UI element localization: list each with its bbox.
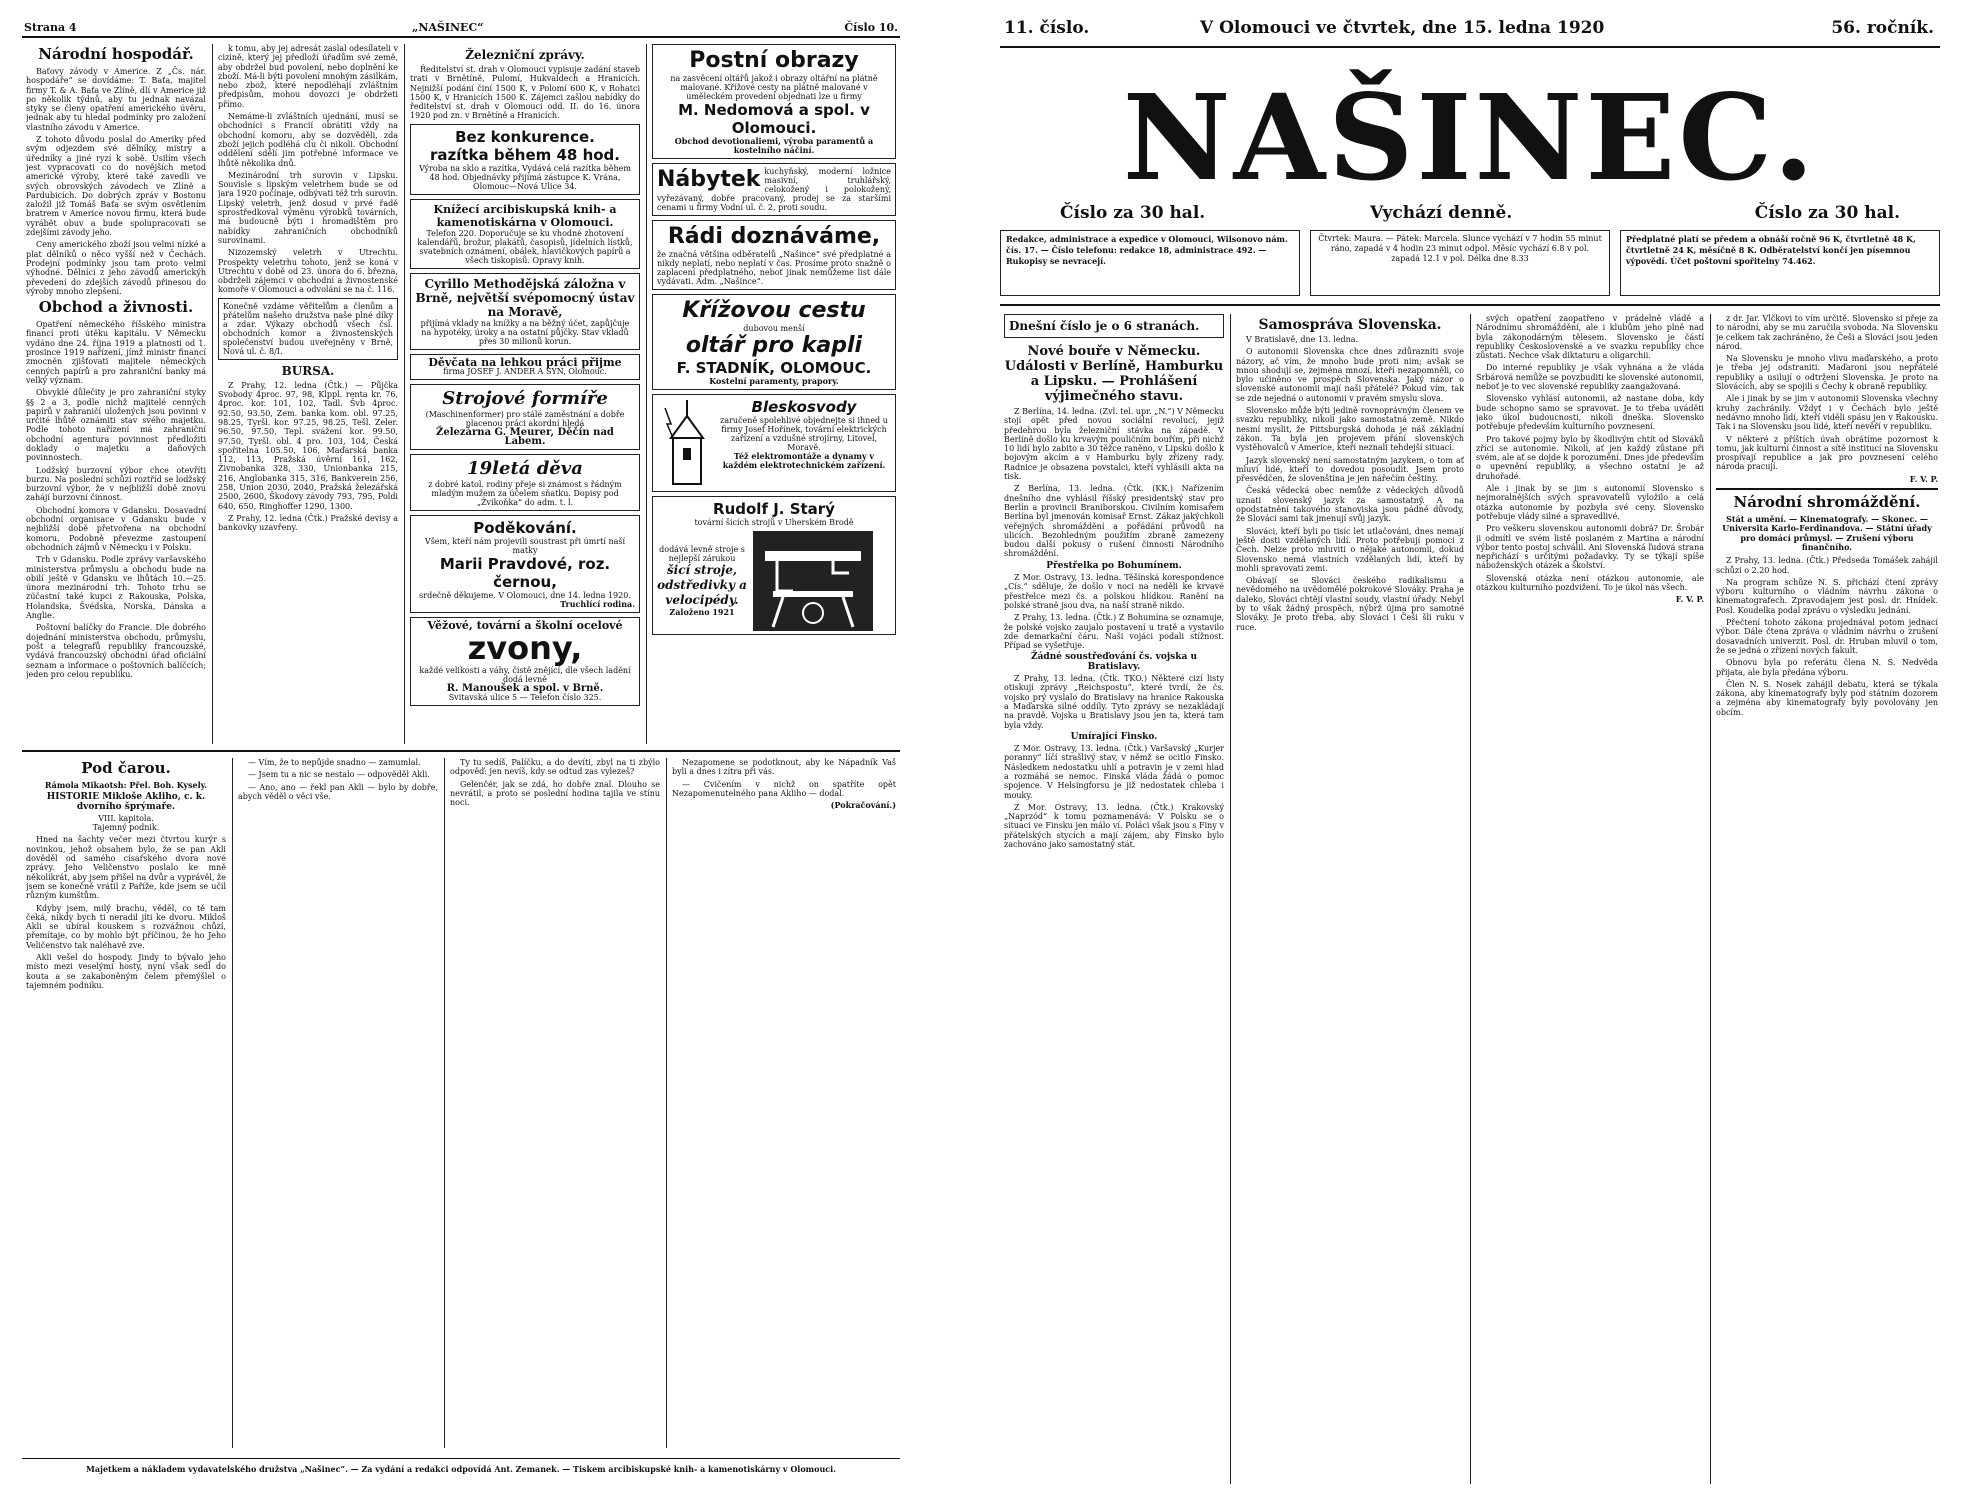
top-rule (22, 36, 900, 38)
ad-text: Telefon 220. Doporučuje se ku vhodné zhotovení kalendářů, brožur, plakátů, časopisů, jídelních lístků, svatebních oznámení, obálek, hlavičkových papírů a všech tiskopisů. Opravy knih. (417, 228, 633, 265)
subheadline: Žádné soustřeďování čs. vojska u Bratislavy. (1031, 652, 1197, 672)
editorial-paragraph: svých opatření zaopatřeno v prádelně vládě a Národnímu shromáždění, ale i klubům jeho plně nad byla zákonodárným tělesem. Slovensko je částí republiky Československé a ve svazku republiky chce zůstati. Nechce však diktaturu a oligarchii. (1476, 314, 1704, 361)
ad-firm: M. Nedomová a spol. v Olomouci. (678, 101, 870, 137)
translator-line: Rámola Mikaotsh: Přel. Boh. Kysely. (44, 780, 208, 790)
altar-ad (652, 294, 896, 390)
ad-title: Rudolf J. Starý (713, 500, 835, 518)
editorial-paragraph: Do interné republiky je však vyhnána a že vláda Srbárová nemůže se povzbuditi ke slovenské autonomii, neboť je to vec slovenské republiky zaangažovaná. (1476, 363, 1704, 392)
bursa-heading: BURSA. (281, 363, 335, 378)
price-right: Číslo za 30 hal. (1754, 203, 1900, 223)
front-page-runner (1000, 18, 1940, 48)
news-column (1004, 314, 1224, 1484)
article-paragraph: Poštovní balíčky do Francie. Dle dobrého dojednání ministerstva obchodu, průmyslu, pošt a telegrafů republiky francouzské, vydává francouzský obchodní úřad oficiální seznam a informace o poštovních balíčcích; jeden pro celou republiku. (26, 623, 206, 679)
article-paragraph: Baťovy závody v Americe. Z „Čs. nár. hospodáře“ se dovídáme: T. Baťa, majitel firmy T. & A. Baťa ve Zlíně, dlí v Americe již po několik týdnů, aby tu jednak navázal styky se členy opatření amerického úvěru, jednak aby tu hledal podmínky pro založení vlastního závodu v Americe. (26, 67, 206, 132)
story-paragraph: — Ano, ano — řekl pan Akli — bylo by dobře, abych věděl o věci vše. (238, 782, 438, 801)
ad-title: Věžové, tovární a školní ocelové (427, 618, 623, 632)
ad-title: Rádi doznáváme, (667, 224, 881, 249)
ad-signature: Truchlící rodina. (560, 598, 635, 609)
date-line: V Olomouci ve čtvrtek, dne 15. ledna 1920 (1200, 18, 1605, 38)
column-rule (1230, 314, 1231, 1484)
bells-ad (410, 617, 640, 706)
left-newspaper-page (22, 18, 900, 1488)
article-paragraph: Obchodní komora v Gdansku. Dosavadní obchodní organisace v Gdansku bude v nejbližší době přetvořena na obchodní komoru. Podobně převezme zastoupení obchodních zájmů v Německu i v Polsku. (26, 505, 206, 552)
story-paragraph: Nezapomene se podotknout, aby ke Nápadník Vaš byli a dnes i zítra při vás. (672, 758, 896, 777)
furniture-ad (652, 163, 896, 216)
ad-name: Marii Pravdové, roz. černou, (439, 554, 611, 591)
ad-highlight: oltář pro kapli (685, 333, 863, 358)
sewing-machine-ad (652, 496, 896, 635)
to-be-continued: (Pokračování.) (830, 800, 896, 811)
headline: Nové bouře v Německu. Události v Berlíně, Hamburku a Lipsku. — Prohlášení výjimečného stavu. (1004, 344, 1224, 404)
right-newspaper-page (1000, 18, 1940, 1488)
ad-text: na zasvěcení oltářů jakož i obrazy oltářní na plátně malované. Křížové cesty na plátně malované v uměleckém provedení objednati lze u firmy (670, 74, 878, 101)
chapter-number: VIII. kapitola. (98, 813, 154, 823)
imprint-rule (22, 1458, 900, 1459)
editorial-paragraph: Slovenská otázka není otázkou autonomie, ale otázkou kulturního pozdvižení. To je úkol nás všech. (1476, 573, 1704, 593)
ad-text: Kostelní paramenty, prapory. (709, 376, 839, 386)
editorial-paragraph: Na Slovensku je mnoho vlivu maďarského, a proto je třeba jej odstraniti. Maďaroni jsou nepřátelé republiky a usilují o odtržení Slovenska. Je proto na Slovácích, aby se spojili s Čechy k obraně republiky. (1716, 354, 1938, 392)
author-signature: F. V. P. (1909, 473, 1938, 484)
editorial-paragraph: Ale i jinak by se jim s autonomií Slovensko s nejmoralnějších svých spravovatelů vyložilo a celá otázka autonomie by pozbyla své ceny. Slovensko potřebuje vlády silné a spravedlivé. (1476, 484, 1704, 521)
column-rule (1470, 314, 1471, 1484)
ad-title: Strojové formíře (442, 387, 608, 409)
subscription-ad (652, 220, 896, 290)
section-heading: Obchod a živnosti. (38, 298, 194, 317)
article-paragraph: Mezinárodní trh surovin v Lipsku. Souvisle s lipským veletrhem bude se od jara 1920 počínaje, odbývati též trh surovin. Lipský veletrh, jenž dosud v prvé řadě sprostředkoval výměnu výrobků továrních, má budoucně býti i hromadištěm pro nabídky zahraničních obchodníků surovinami. (218, 170, 398, 245)
editorial-paragraph: z dr. Jar. Vlčkovi to vím určitě. Slovensko si přeje za to národní, aby se mu zaručila svoboda. Na Slovensku je celkem tak zachráněno, že Češi a Slováci jsou jeden národ. (1716, 314, 1938, 351)
ad-firm: Železárna G. Meurer, Děčín nad Labem. (436, 426, 614, 447)
lightning-rod-ad (652, 394, 896, 492)
editorial-info: Redakce, administrace a expedice v Olomouci, Wilsonovo nám. čís. 17. — Číslo telefonu: redakce 18, administrace 492. — Rukopisy se nevracejí. (1006, 234, 1288, 266)
ad-highlight: zvony, (467, 628, 583, 667)
notice-box (218, 298, 398, 360)
masthead: NAŠINEC. (1122, 68, 1818, 207)
daily-note: Vychází denně. (1370, 203, 1513, 223)
price-left: Číslo za 30 hal. (1060, 203, 1206, 223)
ad-text: z dobré katol. rodiny přeje si známost s řádným mladým mužem za účelem sňatku. Dopisy pod „Žvikoňka“ do adm. t. l. (428, 479, 622, 507)
editorial-paragraph: Slovensko vyhlásí autonomii, až nastane doba, kdy bude schopno samo se spravovat. Je to třeba uváděti jako úkol budoucnosti, nikoli dneška. Slovensko potřebuje především kulturního povznesení. (1476, 394, 1704, 432)
editorial-paragraph: Česká vědecká obec nemůže z vědeckých důvodů uznati slovenský jazyk za samostatný. A na opodstatnění takového stanoviska jsou pádné důvody, že Slováci sami tak jmenují svůj jazyk. (1236, 486, 1464, 524)
ad-address: Svitavská ulice 5 — Telefon číslo 325. (448, 692, 602, 702)
ad-text: (Maschinenformer) pro stálé zaměstnání a dobře placenou práci akordní hledá (425, 409, 625, 428)
molders-ad (410, 384, 640, 450)
headline: Samospráva Slovenska. (1258, 317, 1442, 333)
news-paragraph: Z Prahy, 13. ledna. (Čtk.) Z Bohumína se oznamuje, že polské vojsko zaujalo postavení u tratě a vystavilo zde demarkační čáru. Naši vojáci podali stížnost. Případ se vyšetřuje. (1004, 613, 1224, 651)
editorial-paragraph: Jazyk slovenský není samostatným jazykem, o tom ať mluví lidé, kteří to dovedou posoudit. Jsem proto přesvědčen, že slovenština je jen nářečím češtiny. (1236, 455, 1464, 484)
story-paragraph: Akli vešel do hospody. Jindy to bývalo jeho místo mezi veselými hosty, nyní však sedl do kouta a se zakaboněným čelem přemýšlel o tajemném podniku. (26, 953, 226, 990)
ad-text: Též elektromontáže a dynamy v každém elektrotechnickém zařízení. (722, 451, 886, 470)
thanks-ad (410, 515, 640, 613)
parliament-paragraph: Člen N. S. Nosek zahájil debatu, která se týkala zákona, aby kinematografy byly pod státním dozorem a zejména aby kinematografy byly povolovány jen obcím. (1716, 679, 1938, 717)
news-paragraph: Z Berlína, 14. ledna. (Zvl. tel. upr. „N.“) V Německu stojí opět před novou sociální revolucí, jejíž předehrou byla železniční stávka na západě. V Berlíně došlo ku krvavým pouličním bouřím, při nichž 10 lidí bylo zabito a 30 těžce raněno, v Lipsku došlo k bojovým akcím a v Hamburku byly zřízeny rady. Radnice je obsazena povstalci, kteří vyhlásili akta na tisk. (1004, 407, 1224, 482)
top-rule (1000, 46, 1940, 48)
sewing-machine-icon (753, 531, 873, 631)
ads-column (410, 44, 640, 744)
story-paragraph: Gelenčér, jak se zdá, ho dobře znal. Dlouho se nevrátil, a proto se poslední hodina tajila ve stínu noci. (450, 779, 660, 808)
ad-text: dodává levně stroje s nejlepší zárukou (659, 545, 745, 563)
feuilleton-rule (22, 750, 900, 752)
ad-text: srdečně děkujeme. V Olomouci, dne 14. ledna 1920. (419, 590, 631, 600)
ad-firm: F. STADNÍK, OLOMOUC. (676, 359, 872, 377)
ad-text: kuchyňský, moderní ložnice masivní, truhlářský, celokožený i polokožený, vyřezávaný, dobře pracovaný, prodej se za staršími cenami u firmy Vodní ul. č. 2, proti soudu. (657, 167, 891, 212)
ad-highlight: razítka během 48 hod. (429, 145, 620, 164)
editorial-column-continued (1476, 314, 1704, 1484)
ad-text: přijímá vklady na knížky a na běžný účet, zapůjčuje na hypotéky, úroky a na ostatní půjčky. Stav vkladů přes 30 milionů korun. (420, 318, 630, 346)
column-rule (1710, 314, 1711, 1484)
ad-text: že značná většina odběratelů „Našince“ své předplatné a nikdy neplatí, nebo neplatí v čas. Prosíme proto snažně o zaplacení předplatného, neboť jinak nemůžeme list dále vydávati. Adm. „Našince“. (657, 250, 891, 286)
economy-column-continued (218, 44, 398, 744)
feuilleton-column (672, 758, 896, 1448)
ad-title: Děvčata na lehkou práci přijme (428, 355, 622, 369)
story-paragraph: Kdyby jsem, milý brachu, věděl, co tě tam čeká, nikdy bych ti neradil jíti ke dvoru. Mikloš Akli se ubíral kouskem s rozvážnou chůzí, přemítaje, co by mohlo být příčinou, že ho Jeho Veličenstvo tak naléhavě zve. (26, 903, 226, 950)
ad-text: zaručeně spolehlivé objednejte si ihned u firmy Josef Hořínek, tovární elektrických zařízení a vzdušné strojírny, Litovel, Moravě. (720, 416, 888, 452)
news-paragraph: Z Berlína, 13. ledna. (Čtk. (KK.) Nařízením dnešního dne vyhlásil říšský presidentský stav pro Berlín a provincii Braniborskou. Civilním komisařem Berlína byl jmenován komisař Ernst. Zákaz jakýchkoli veřejných shromáždění a pořádání průvodů na ulicích. Bezohledným použitím zbraně zamezeny budou další pokusy o rušení činnosti Národního shromáždění. (1004, 484, 1224, 559)
personal-ad (410, 454, 640, 511)
editorial-paragraph: Obávají se Slováci českého radikalismu a nevědomého na uvědomělé pokrokové Slováky. Praha je daleko, Slováci chtějí vlastní soudy, vlastní úřady. Nebyl by to však žádný prospěch, nýbrž újma pro samotné Slováky. Je proto třeba, aby Slováci i Češi šli ruku v ruce. (1236, 576, 1464, 632)
ad-text: tovární šicích strojů v Uherském Brodě (694, 518, 854, 527)
column-rule (404, 44, 405, 744)
economy-column (26, 44, 206, 744)
story-paragraph: Hned na šachty večer mezi čtvrtou kurýr s novinkou, jehož obsahem bylo, že se pan Akli dověděl od samého císařského dvora nové zprávy. Jeho Veličenstvo poslalo ke mně několikrát, aby jsem přišel na dvůr a vyprávěl, že jsem se konečně vrátil z Paříže, kde jsem se učil různým kumštům. (26, 835, 226, 901)
ad-text: každé velikosti a váhy, čistě znějící, dle všech ladění dodá levně (419, 665, 631, 684)
calendar-box (1310, 230, 1610, 296)
ad-firm: R. Manoušek a spol. v Brně. (446, 682, 604, 694)
page-count-box: Dnešní číslo je o 6 stranách. (1004, 314, 1224, 338)
story-paragraph: Ty tu sedíš, Palíčku, a do devíti, zbyl na ti zbýlo odpověď: jen nevíš, kdy se odtud zas vylezeš? (450, 758, 660, 777)
railway-text: Ředitelství st. drah v Olomouci vypisuje zadání staveb trati v Brnětíně, Pulomí, Hukvaldech a Hranicích. Nejnižší podání činí 1500 K, v Polomí 600 K, v Rohatci 1500 K, v Hranicích 1500 K. Zájemci zašlou nabídky do ředitelství st. drah v Olomouci odd. II. do 16. února 1920 pod zn. v Brnětíně a Hranicích. (410, 65, 640, 121)
story-paragraph: — Cvičením v nichž on spatříte opět Nezapomenutelného pana Akliho — dodal. (672, 779, 896, 798)
fasting-images-ad (652, 44, 896, 159)
stamp-ad (410, 124, 640, 195)
article-paragraph: Z tohoto důvodu poslal do Ameriky před svým odjezdem své dělníky, mistry a úředníky a jiné ryzí k sobě. Úsilím všech jest vypracovati co do novějších metod americké výroby, které také zavedli ve svých obrovských závodech ve Zlíně a Pardubicích. Do dobrých zpráv v Bostonu založil již Tomáš Baťa se svým osvětlením bratrem v Americe novou firmu, která bude vyrábět obuv a bude spolupracovati se zdejšími závody jeho. (26, 135, 206, 238)
news-paragraph: Z Prahy, 13. ledna. (Čtk. TKO.) Některé cizí listy otiskují zprávy „Reichspostu“, které tvrdí, že čs. vojsko prý vyslalo do Bratislavy na hranice Rakouska a Maďarska silné oddíly. Tyto zprávy se nezakládají na pravdě. Vojska u Bratislavy jsou jen ta, která tam byla vždy. (1004, 674, 1224, 730)
editorial-paragraph: V některé z příštích úvah obrátíme pozornost k tomu, jak kulturní činnost a sítě institucí na Slovensku prospívají republice a jak pro povznesení celého národa pracují. (1716, 434, 1938, 472)
parliament-paragraph: Přečtení tohoto zákona projednával potom jednací výbor. Dále čtena zpráva o vládním návrhu o zrušení dosavadních univerzit. Posl. dr. Hruban mluvil o tom, že se jedná o zřízení nových fakult. (1716, 618, 1938, 655)
story-title: HISTORIE Mikloše Akliho, c. k. dvorního šprýmaře. (46, 792, 206, 812)
editorial-paragraph: O autonomii Slovenska chce dnes zdůrazniti svoje názory, ač vím, že mnoho bude proti nim; avšak se mnou shodují se, zejména mnozí, kteří nezapomněli, co bylo učiněno ve prospěch Slovenska. Jaký názor o slovenské autonomii mají naši přátelé? Pokud vím, tak se zde nejedná o autonomii v pravém smyslu slova. (1236, 347, 1464, 403)
masthead-rule (1000, 304, 1940, 306)
editorial-paragraph: Ale i jinak by se jim v autonomii Slovenska všechny kruhy zachránily. Vždyť i v Čechách bylo ještě nedávno mnoho lidí, kteří viděli spásu jen v Rakousku. Tak i na Slovensku jsou lidé, kteří nevěří v republiku. (1716, 394, 1938, 432)
editorial-info-box (1000, 230, 1300, 296)
ad-title: Bez konkurence. (455, 127, 595, 146)
editorial-paragraph: Pro takové pojmy bylo by škodlivým chtít od Slováků zříci se autonomie. Nikoli, ať jen každý zůstane při svém, ale ať se dojde k porozumění. Dnes jde především o upevnění republiky, a všechno ostatní je až druhořadé. (1476, 434, 1704, 481)
ad-text: Všem, kteří nám projevili soustrast při úmrtí naší matky (424, 536, 626, 555)
story-paragraph: — Jsem tu a nic se nestalo — odpověděl Akli. (248, 770, 430, 780)
story-paragraph: — Vím, že to nepůjde snadno — zamumlal. (248, 758, 421, 767)
parliament-topics: Stát a umění. — Kinematografy. — Skonec. — Universita Karlo-Ferdinandova. — Státní úřady pro domácí průmysl. — Zrušení výboru finančního. (1722, 514, 1932, 552)
news-paragraph: Z Mor. Ostravy, 13. ledna. Těšínská korespondence „Cís.“ sděluje, že došlo v noci na neděli ke krvavé přestřelce mezi čs. a polskou hlídkou. Ranění na polské straně jsou dva, na naší straně nikdo. (1004, 573, 1224, 610)
ad-text: dubovou menší (743, 324, 805, 333)
article-paragraph: Ceny amerického zboží jsou velmi nízké a plat dělníků o něco vyšší než v Čechách. Prodejní podmínky jsou tam proto velmi výhodné. Dělníci z jeho závodů americkýh převedení do zdejších závodů přinesou do výroby mnoho zlepšení. (26, 240, 206, 296)
ad-title: Postní obrazy (689, 48, 859, 73)
column-rule (646, 44, 647, 744)
ad-title: Křížovou cestu (682, 298, 866, 323)
bursa-prices: Z Prahy, 12. ledna (Čtk.) — Půjčka Svobody 4proc. 97, 98, Klppl. renta kr. 76, 4proc. kor. 101, 102, Tadl. Švb 4proc. 92.50, 93.50, Zem. banka kom. obl. 97.25, 98.25, Tyršl. kor. 97.25, 98.25, Tešl. Zeler. 96.50, 97.50, Tepl. svážení kor. 99.50, 97.50, Tyršl. obl. 4 pro. 103, 104, Česká spořitelna 105.50, 106, Maďarská banka 112, 113, Pražská úvěrní 161, 162, Živnobanka 328, 330, Unionbanka 215, 216, Anglobanka 315, 316, Bankverein 256, 258, Union 2030, 2040, Pražská železářská 2500, 2600, Škodovy závody 793, 795, Poldi 640, 650, Ringhoffer 1290, 1300. (218, 380, 398, 511)
editorial-paragraph: Slovensko může býti jedině rovnoprávným členem ve svazku republiky, nikoli jako samostatná země. Nikdo nesmí myslit, že Pittsburgská dohoda je náš základní zákon. Ta byla jen projevem přání slovenských vystěhovalců v Americe, kteří neznali tehdejší situaci. (1236, 406, 1464, 453)
job-ad (410, 354, 640, 380)
ad-title: Nábytek (657, 167, 761, 192)
ad-highlight: šicí stroje, odstředivky a velocipédy. (657, 563, 747, 607)
subscription-info: Předplatné platí se předem a obnáší ročně 96 K, čtvrtletně 48 K, čtvrtletně 24 K, měsíčně 8 K. Odběratelství končí jen písemnou výpovědí. Účet poštovní spořitelny 74.462. (1626, 234, 1916, 266)
parliament-heading: Národní shromáždění. (1733, 493, 1921, 512)
column-rule (444, 758, 445, 1448)
ad-text: firma JOSEF J. ANDER A SYN, Olomouc. (443, 366, 607, 376)
ad-title: Cyrillo Methodějská záložna v Brně, největší svépomocný ústav na Moravě, (415, 276, 635, 319)
subscription-box (1620, 230, 1940, 296)
subheadline: Přestřelka po Bohumínem. (1046, 560, 1182, 571)
article-paragraph: Obvyklé důlečity je pro zahraniční styky §§ 2 a 3, podle nichž majitelé cenných papírů v zahraničí uložených jsou povinni v určité lhůtě oznámiti stav svého majetku. Podle tohoto nařízení má zahraniční obchodní agentura povinnost předložiti doklady o majetku a daňových povinnostech. (26, 388, 206, 463)
ad-year: Založeno 1921 (669, 607, 735, 617)
church-tower-icon (657, 398, 717, 488)
editorial-paragraph: Pro veškeru slovenskou autonomii dobrá? Dr. Šrobár ji odmítl ve svém listě poslaném z Martina a národní výbor tento postoj schválil. Ani Slovenská ľudová strana nepřichází s určitými požadavky. Ty se týkají spíše náboženských otázek a školství. (1476, 524, 1704, 571)
ad-title: 19letá děva (467, 457, 583, 479)
parliament-paragraph: Z Prahy, 13. ledna. (Čtk.) Předseda Tomášek zahájil schůzi o 2.20 hod. (1716, 556, 1938, 575)
subheadline: Umírající Finsko. (1070, 731, 1158, 742)
ad-text: Výroba na sklo a razítka, Vydává celá razítka během 48 hod. Objednávky přijímá zástupce K. Vrána, Olomouc—Nová Ulice 34. (419, 163, 631, 191)
article-paragraph: Lodžský burzovní výbor chce otevříti burzu. Na poslední schůzi roztříd se lodžský burzovní výbor, že v nejbližší době znovu zahájí burzovní činnost. (26, 465, 206, 503)
ads-column (652, 44, 896, 744)
article-paragraph: k tomu, aby jej adresát zaslal odesílateli v cizině, který jej předloží úřadům své země, aby obdržel bud povolení, nebo doplnění ke zboží. Má-li býti povolení mnohým zásilkám, nebo zbož, které nepodléhají zvláštním předpisům, mohou dovozci je obdržeti přímo. (218, 44, 398, 109)
article-paragraph: Opatření německého říšského ministra financí proti útěku kapitálu. V Německu vydáno dne 24. října 1919 a platnosti od 1. prosince 1919 nařízení, jímž ministr financí zmocněn zjišťovati majitele německých cenných papírů a pro zahraniční banky má velký význam. (26, 320, 206, 385)
chapter-name: Tajemný podnik. (92, 823, 160, 833)
savings-bank-ad (410, 273, 640, 350)
imprint: Majetkem a nákladem vydavatelského družstva „Našinec“. — Za vydání a redakci odpovídá Ant. Zemanek. — Tiskem arcibiskupské knih- a kamenotiskárny v Olomouci. (86, 1464, 836, 1474)
article-paragraph: Nizozemský veletrh v Utrechtu. Prospekty veletrhu tohoto, jenž se koná v Utrechtu v době od 23. února do 6. března, obdrželi zájemci v obchodní a živnostenské komoře v Olomouci a odvolání se na č. 116. (218, 248, 398, 295)
news-paragraph: Z Mor. Ostravy, 13. ledna. (Čtk.) Varšavský „Kurjer poranny“ líčí strašlivý stav, v němž se ocitlo Finsko. Následkem nedostatku uhlí a potravin je v zemi hlad a rozmáhá se nemoc. Finská vláda žádá o pomoc spojence. V Helsingforsu je již nedostatek chleba i mouky. (1004, 744, 1224, 800)
parliament-column (1716, 314, 1938, 1484)
parliament-paragraph: Na program schůze N. S. přichází čtení zprávy výboru kulturního o vládním návrhu zákona o kinematografech. Zpravodajem jest posl. dr. Hnídek. Posl. Koudelka podal zprávu o výsledku jednání. (1716, 577, 1938, 615)
issue-number: 11. číslo. (1004, 18, 1090, 38)
printing-house-ad (410, 199, 640, 269)
article-paragraph: Trh v Gdansku. Podle zprávy varšavského ministerstva průmyslu a obchodu bude na obilí ještě v Gdansku ve lhůtách 10.—25. února mezinárodní trh. Tohoto trhu se zúčastní také kupci z Rakouska, Polska, Holandska, Švédska, Norska, Dánska a Anglie. (26, 555, 206, 621)
page-number: Strana 4 (24, 21, 77, 34)
news-paragraph: Z Mor. Ostravy, 13. ledna. (Čtk.) Krakovský „Naprzód“ k tomu poznamenává: V Polsku se o situaci ve Finsku jen málo ví. Poláci však jsou s Finy v přátelských stycích a mají zájem, aby Finsko bylo zachováno jako samostatný stát. (1004, 802, 1224, 850)
column-rule (666, 758, 667, 1448)
editorial-paragraph: Slováci, kteří byli po tisíc let utlačováni, dnes nemají ještě dosti vzdělaných lidí. Proto potřebují pomoci z Čech. Nelze proto mluviti o nějaké autonomii, dokud Slovensko nemá vlastních vzdělaných lidí, kteří by mohli spravovati zemi. (1236, 526, 1464, 573)
feuilleton-column (238, 758, 438, 1448)
ad-text: Obchod devotionaliemi, výroba paramentů a kostelního náčiní. (674, 136, 874, 155)
editorial-column (1236, 314, 1464, 1484)
newspaper-title: „NAŠINEC“ (412, 21, 484, 34)
left-page-runner (22, 18, 900, 38)
volume-number: 56. ročník. (1831, 18, 1934, 38)
ad-title: Poděkování. (473, 518, 577, 537)
notice-text: Konečně vzdáme věřitelům a členům a přátelům našeho družstva naše plné díky a zdar. Výkazy obchodů všech čsl. obchodních komor a živnostenských společenství budou uveřejněny v Brně, Nová ul. č. 8/I. (223, 301, 393, 356)
ad-title: Knížecí arcibiskupská knih- a kamenotiskárna v Olomouci. (433, 202, 617, 229)
railway-heading: Železniční zprávy. (465, 48, 585, 62)
column-rule (232, 758, 233, 1448)
parliament-paragraph: Obnovu byla po referátu člena N. S. Nedvěda přijata, ale byla předána výboru. (1716, 658, 1938, 677)
section-heading: Národní hospodář. (38, 45, 194, 63)
feuilleton-column (450, 758, 660, 1448)
bursa-note: Z Prahy, 12. ledna (Čtk.) Pražské devisy a bankovky uzavřeny. (218, 513, 398, 533)
issue-number: Číslo 10. (844, 21, 898, 34)
editorial-paragraph: V Bratislavě, dne 13. ledna. (1246, 335, 1359, 344)
feuilleton-heading: Pod čarou. (81, 759, 171, 777)
ad-title: Bleskosvody (751, 398, 857, 416)
feuilleton-column (26, 758, 226, 1448)
author-signature: F. V. P. (1675, 594, 1704, 605)
article-paragraph: Nemáme-li zvláštních ujednání, musí se obchodníci s Francií obrátiti vždy na obchodní komoru, aby se dozvěděli, zda zboží jejich podléhá clu či nikoli. Obchodní oddělení sdělí jim potřebné informace ve lhůtě několika dnů. (218, 112, 398, 168)
section-rule (1716, 488, 1938, 490)
calendar-info: Čtvrtek: Maura. — Pátek: Marcela. Slunce vychází v 7 hodin 55 minut ráno, zapadá v 4 hodin 23 minut odpol. Měsíc vychází 6.8 v pol. zapadá 12.1 v pol. Délka dne 8.33 (1318, 234, 1602, 263)
column-rule (212, 44, 213, 744)
